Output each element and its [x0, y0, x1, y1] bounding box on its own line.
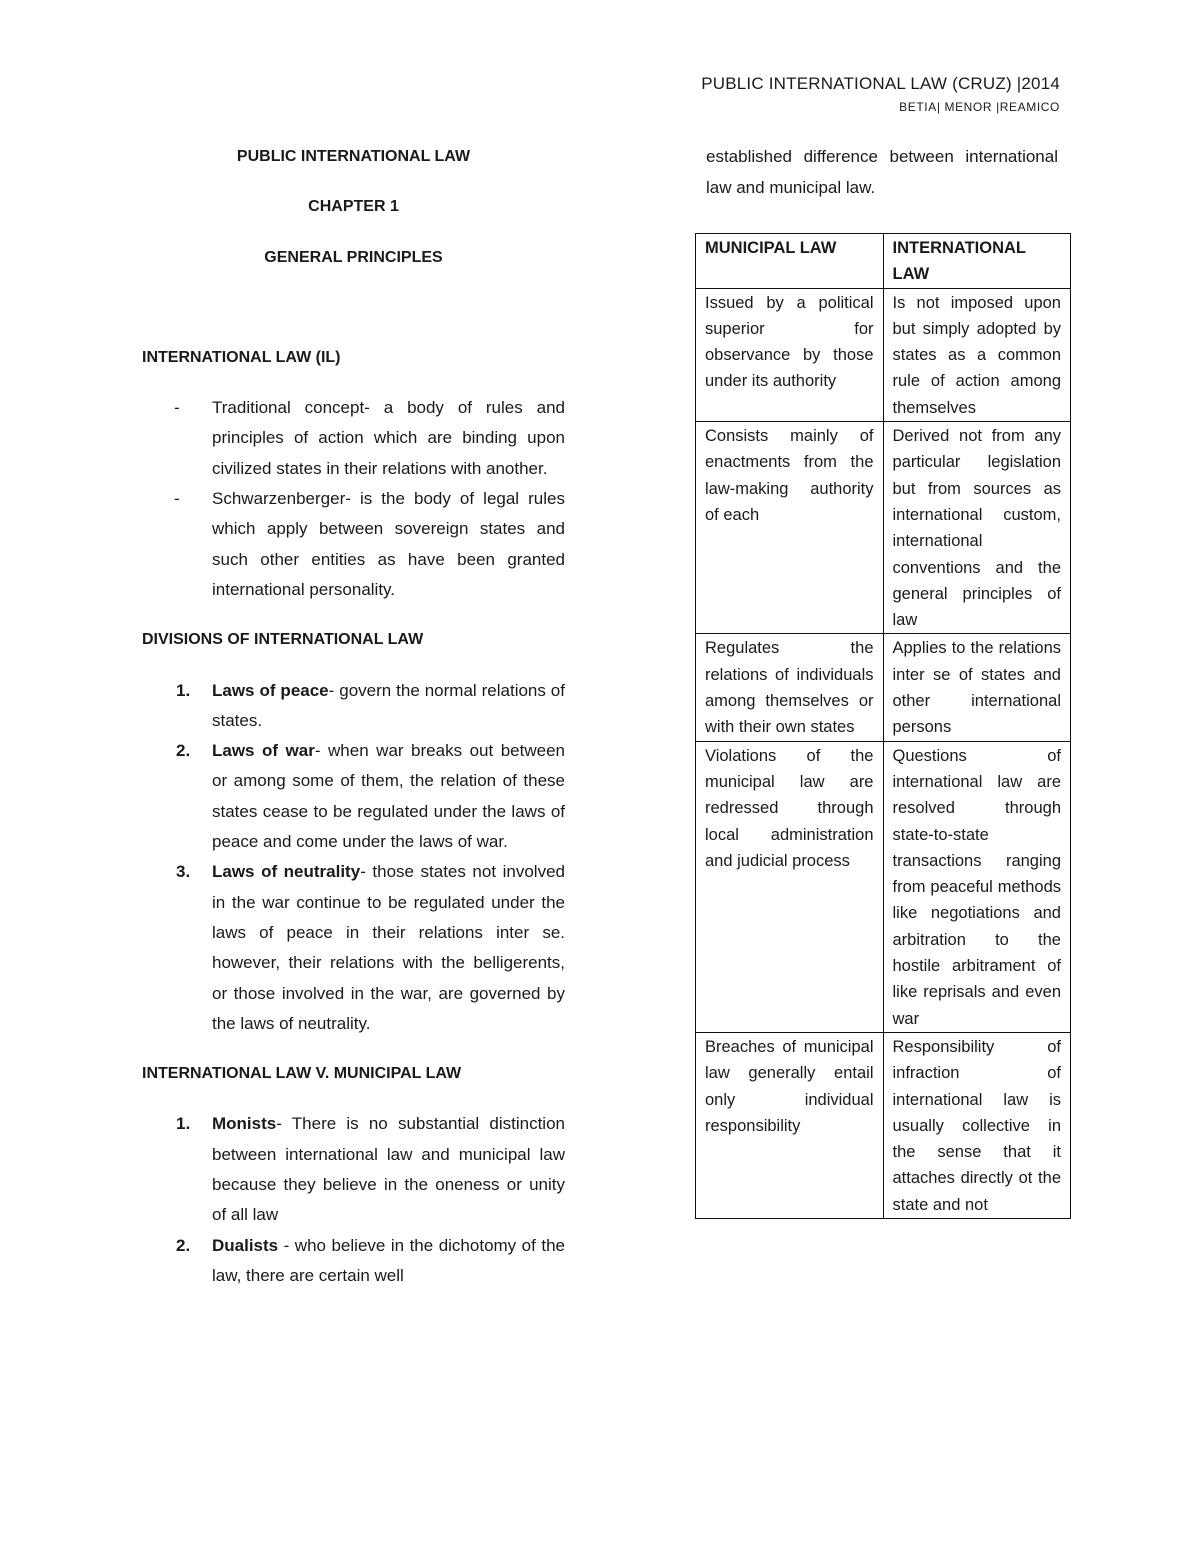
list-number: 1. — [176, 1114, 191, 1134]
table-cell: Consists mainly of enactments from the law-making authority of each — [696, 422, 884, 634]
list-item — [142, 1231, 565, 1292]
table-cell: Derived not from any particular legislation but from sources as international custom, international conventions and the general principles of law — [883, 422, 1071, 634]
table-row — [696, 422, 1071, 634]
table-row — [696, 634, 1071, 741]
theories-list — [142, 1109, 565, 1291]
table-cell: Is not imposed upon but simply adopted by states as a common rule of action among themselves — [883, 288, 1071, 421]
continued-paragraph: established difference between international law and municipal law. — [706, 147, 1058, 197]
section-heading-il: INTERNATIONAL LAW (IL) — [142, 348, 341, 366]
term-laws-of-peace: Laws of peace — [212, 680, 329, 700]
list-item-text: - those states not involved in the war continue to be regulated under the laws of peace in their relations inter se. however, their relations with the belligerents, or those involved in the war, are governed by the laws of neutrality. — [212, 862, 565, 1033]
table-cell: Violations of the municipal law are redressed through local administration and judicial process — [696, 741, 884, 1032]
header-authors: BETIA| MENOR |REAMICO — [899, 100, 1060, 114]
table-cell: Breaches of municipal law generally entail only individual responsibility — [696, 1032, 884, 1218]
header-title: PUBLIC INTERNATIONAL LAW (CRUZ) |2014 — [701, 74, 1060, 93]
divisions-list — [142, 676, 565, 1040]
table-cell: Responsibility of infraction of international law is usually collective in the sense that it attaches directly ot the state and not — [883, 1032, 1071, 1218]
term-laws-of-war: Laws of war — [212, 741, 315, 761]
table-row — [696, 1032, 1071, 1218]
section-heading-divisions: DIVISIONS OF INTERNATIONAL LAW — [142, 631, 424, 649]
chapter-number: CHAPTER 1 — [308, 198, 399, 216]
column-header-municipal: MUNICIPAL LAW — [696, 234, 884, 289]
list-item — [142, 736, 565, 857]
section-heading-il-vs-municipal: INTERNATIONAL LAW V. MUNICIPAL LAW — [142, 1065, 462, 1083]
table-header-row — [696, 234, 1071, 289]
list-item-text: - when war breaks out between or among some of them, the relation of these states cease to be regulated under the laws of peace and come under the laws of war. — [212, 741, 565, 852]
table-row — [696, 741, 1071, 1032]
comparison-table — [695, 233, 1071, 1219]
list-number: 2. — [176, 1235, 191, 1255]
list-number: 1. — [176, 680, 191, 700]
document-title: PUBLIC INTERNATIONAL LAW — [236, 148, 471, 165]
list-item — [142, 1109, 565, 1230]
list-number: 2. — [176, 741, 191, 761]
list-dash: - — [174, 489, 180, 509]
term-dualists: Dualists — [212, 1235, 279, 1255]
column-header-international: INTERNATIONAL LAW — [883, 234, 1071, 289]
list-dash: - — [174, 398, 180, 418]
chapter-title: GENERAL PRINCIPLES — [264, 248, 443, 266]
list-item — [142, 393, 565, 484]
list-item-text: - There is no substantial distinction between international law and municipal law because they believe in the oneness or unity of all law — [212, 1114, 565, 1225]
term-monists: Monists — [212, 1114, 277, 1134]
term-laws-of-neutrality: Laws of neutrality — [212, 862, 361, 882]
list-item-text: Traditional concept- a body of rules and principles of action which are binding upon civilized states in their relations with another. — [212, 398, 565, 478]
table-cell: Issued by a political superior for observance by those under its authority — [696, 288, 884, 421]
list-number: 3. — [176, 862, 191, 882]
il-definition-list — [142, 393, 565, 605]
list-item-text: - govern the normal relations of states. — [212, 680, 565, 730]
list-item-text: Schwarzenberger- is the body of legal rules which apply between sovereign states and such other entities as have been granted international personality. — [212, 489, 565, 599]
table-cell: Questions of international law are resolved through state-to-state transactions ranging from peaceful methods like negotiations and arbitration to the hostile arbitrament of like reprisals and even war — [883, 741, 1071, 1032]
left-column — [142, 142, 565, 1291]
list-item — [142, 857, 565, 1039]
list-item — [142, 676, 565, 737]
table-cell: Applies to the relations inter se of states and other international persons — [883, 634, 1071, 741]
list-item — [142, 484, 565, 605]
list-item-text: - who believe in the dichotomy of the law, there are certain well — [212, 1235, 565, 1285]
table-cell: Regulates the relations of individuals among themselves or with their own states — [696, 634, 884, 741]
right-column — [706, 142, 1058, 203]
table-row — [696, 288, 1071, 421]
